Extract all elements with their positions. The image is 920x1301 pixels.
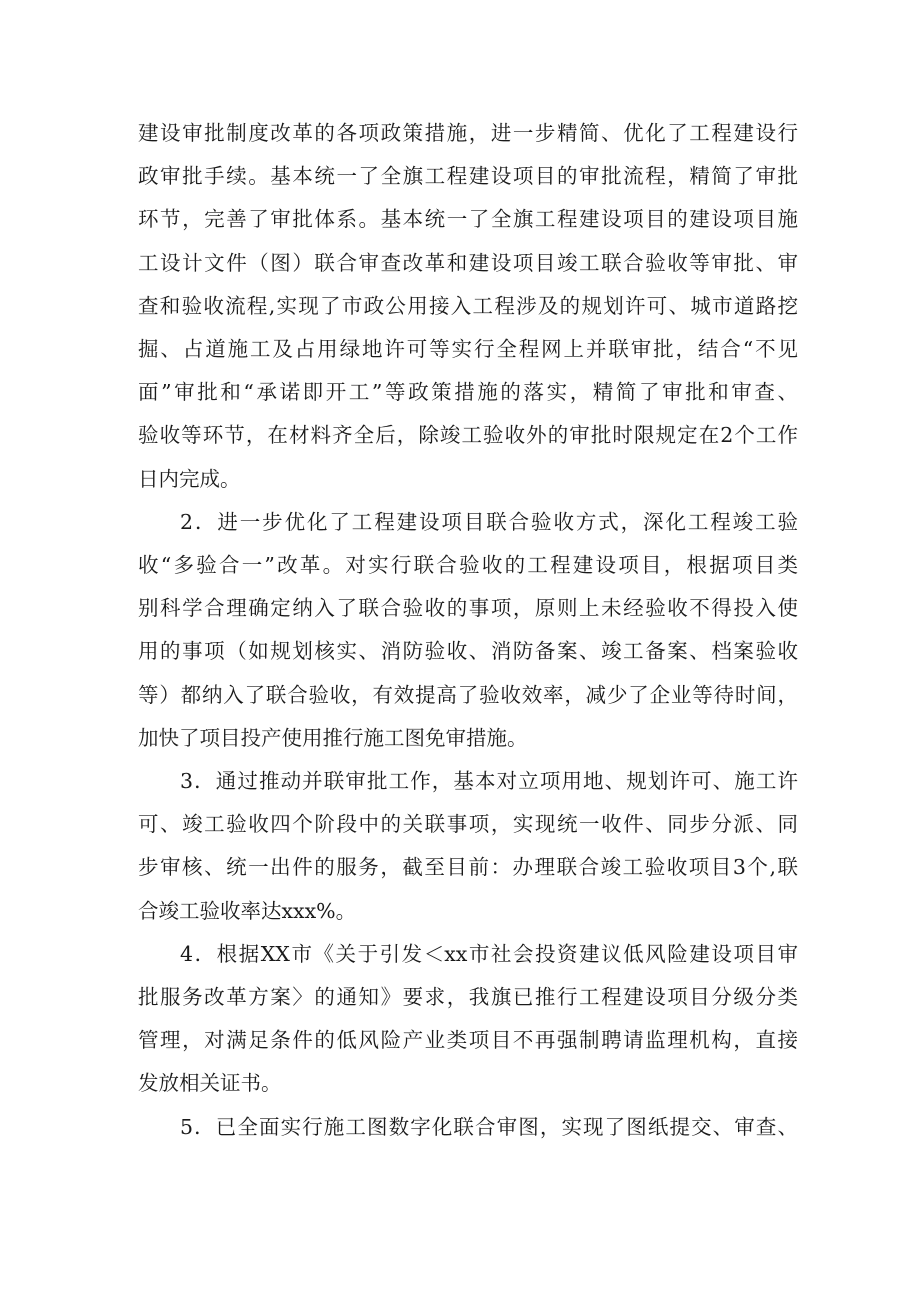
text-line: 查和验收流程,实现了市政公用接入工程涉及的规划许可、城市道路挖 xyxy=(138,293,798,318)
text-line: 批服务改革方案〉的通知》要求，我旗已推行工程建设项目分级分类 xyxy=(138,985,798,1010)
text-line: 日内完成。 xyxy=(138,466,241,491)
text-line: 可、竣工验收四个阶段中的关联事项，实现统一收件、同步分派、同 xyxy=(138,812,798,837)
text-line: 等）都纳入了联合验收，有效提高了验收效率，减少了企业等待时间， xyxy=(138,682,798,707)
text-line: 用的事项（如规划核实、消防验收、消防备案、竣工备案、档案验收 xyxy=(138,639,798,664)
text-line: 别科学合理确定纳入了联合验收的事项，原则上未经验收不得投入使 xyxy=(138,596,798,621)
text-line: 掘、占道施工及占用绿地许可等实行全程网上并联审批，结合“不见 xyxy=(138,337,798,362)
text-line: 5．已全面实行施工图数字化联合审图，实现了图纸提交、审查、 xyxy=(180,1114,798,1139)
text-line: 建设审批制度改革的各项政策措施，进一步精简、优化了工程建设行 xyxy=(138,121,798,145)
text-line: 收“多验合一”改革。对实行联合验收的工程建设项目，根据项目类 xyxy=(138,553,798,578)
text-line: 发放相关证书。 xyxy=(138,1071,282,1096)
text-line: 管理，对满足条件的低风险产业类项目不再强制聘请监理机构，直接 xyxy=(138,1028,798,1053)
document-page xyxy=(138,112,798,1149)
text-line: 验收等环节，在材料齐全后，除竣工验收外的审批时限规定在2个工作 xyxy=(138,423,798,448)
paragraph-4 xyxy=(138,933,798,1106)
text-line: 3．通过推动并联审批工作，基本对立项用地、规划许可、施工许 xyxy=(180,769,798,794)
text-line: 政审批手续。基本统一了全旗工程建设项目的审批流程，精简了审批 xyxy=(138,164,798,189)
paragraph-3 xyxy=(138,760,798,933)
paragraph-1 xyxy=(138,112,798,501)
text-line: 面”审批和“承诺即开工”等政策措施的落实，精简了审批和审查、 xyxy=(138,380,798,405)
paragraph-2 xyxy=(138,501,798,760)
text-line: 2．进一步优化了工程建设项目联合验收方式，深化工程竣工验 xyxy=(180,509,798,534)
text-line: 加快了项目投产使用推行施工图免审措施。 xyxy=(138,725,528,750)
text-line: 工设计文件（图）联合审查改革和建设项目竣工联合验收等审批、审 xyxy=(138,250,798,275)
paragraph-5 xyxy=(138,1106,798,1149)
text-line: 步审核、统一出件的服务，截至目前：办理联合竣工验收项目3个,联 xyxy=(138,855,798,880)
text-line: 环节，完善了审批体系。基本统一了全旗工程建设项目的建设项目施 xyxy=(138,207,798,232)
text-line: 合竣工验收率达xxx%。 xyxy=(138,898,357,923)
text-line: 4．根据XX市《关于引发＜xx市社会投资建议低风险建设项目审 xyxy=(180,941,798,966)
